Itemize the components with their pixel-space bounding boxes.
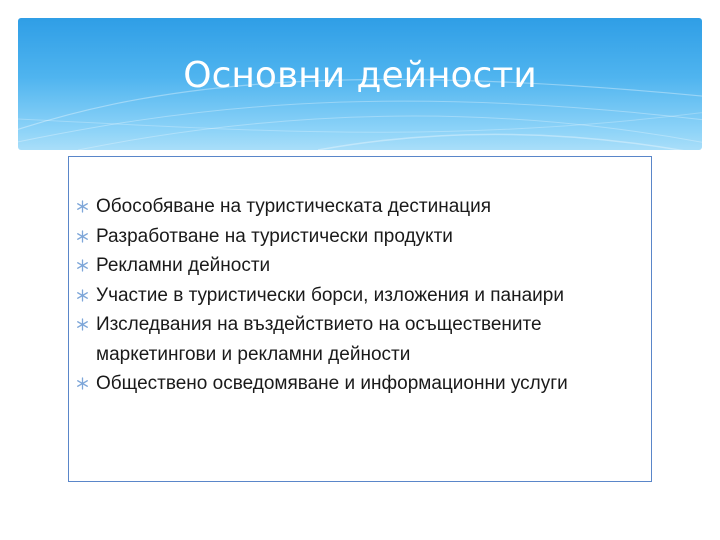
bullet-text: Изследвания на въздействието на осъществените маркетингови и рекламни дейности: [96, 314, 542, 365]
asterisk-bullet-icon: [76, 230, 89, 243]
asterisk-bullet-icon: [76, 377, 89, 390]
slide-title: Основни дейности: [183, 55, 537, 96]
bullet-text: Обособяване на туристическата дестинация: [96, 196, 492, 217]
bullet-item: [76, 251, 636, 281]
asterisk-bullet-icon: [76, 259, 89, 272]
bullet-list: [76, 192, 636, 399]
asterisk-bullet-icon: [76, 289, 89, 302]
bullet-text: Участие в туристически борси, изложения и панаири: [96, 284, 564, 306]
bullet-item: [76, 310, 636, 369]
bullet-text: Обществено осведомяване и информационни услуги: [96, 373, 568, 394]
asterisk-bullet-icon: [76, 318, 89, 331]
bullet-item: [76, 192, 636, 222]
bullet-item: [76, 222, 636, 252]
asterisk-bullet-icon: [76, 200, 89, 213]
bullet-text: Рекламни дейности: [96, 255, 271, 276]
bullet-text: Разработване на туристически продукти: [96, 225, 453, 247]
bullet-item: [76, 369, 636, 399]
bullet-item: [76, 281, 636, 311]
